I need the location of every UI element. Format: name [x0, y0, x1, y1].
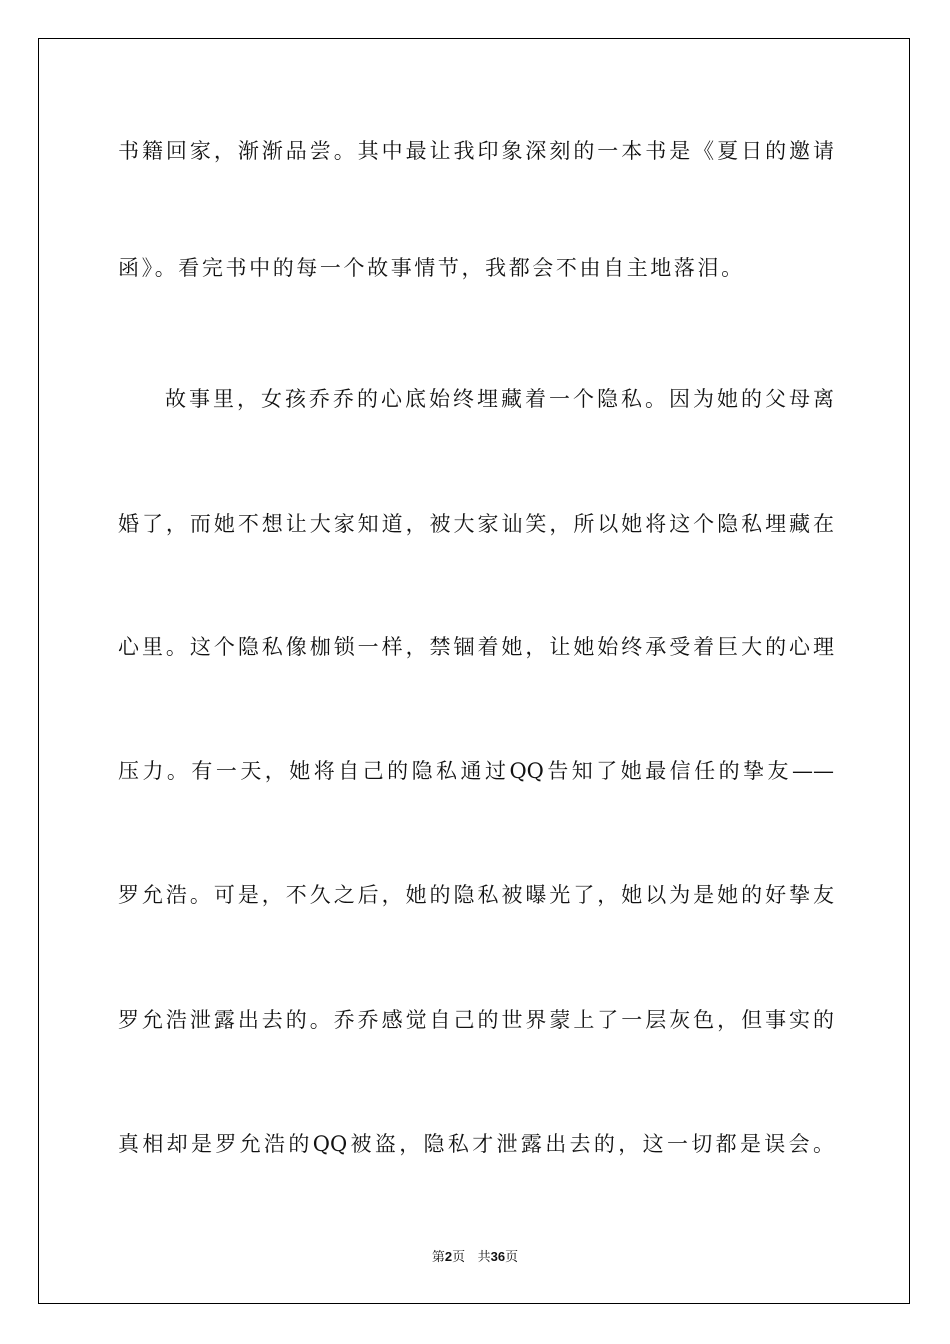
text-line-2: 函》。看完书中的每一个故事情节，我都会不由自主地落泪。 [118, 256, 745, 280]
text-line-1: 书籍回家，渐渐品尝。其中最让我印象深刻的一本书是《夏日的邀请 [118, 139, 834, 163]
text-line-7: 罗允浩。可是，不久之后，她的隐私被曝光了，她以为是她的好挚友 [118, 883, 834, 907]
page-border [38, 38, 910, 1304]
footer-total-prefix: 共 [477, 1250, 491, 1265]
text-line-6: 压力。有一天，她将自己的隐私通过QQ告知了她最信任的挚友—— [118, 759, 834, 783]
text-line-5: 心里。这个隐私像枷锁一样，禁锢着她，让她始终承受着巨大的心理 [118, 635, 834, 659]
text-line-4: 婚了，而她不想让大家知道，被大家讪笑，所以她将这个隐私埋藏在 [118, 512, 834, 536]
footer-prefix: 第 [431, 1250, 445, 1265]
text-line-8: 罗允浩泄露出去的。乔乔感觉自己的世界蒙上了一层灰色，但事实的 [118, 1008, 834, 1032]
text-line-9: 真相却是罗允浩的QQ被盗，隐私才泄露出去的，这一切都是误会。 [118, 1132, 834, 1156]
footer-total-suffix: 页 [505, 1250, 519, 1265]
footer-page-suffix: 页 [452, 1250, 466, 1265]
total-page-count: 36 [490, 1249, 506, 1264]
text-line-3: 故事里，女孩乔乔的心底始终埋藏着一个隐私。因为她的父母离 [165, 387, 834, 411]
current-page-number: 2 [444, 1249, 453, 1264]
page-footer [0, 1248, 950, 1267]
